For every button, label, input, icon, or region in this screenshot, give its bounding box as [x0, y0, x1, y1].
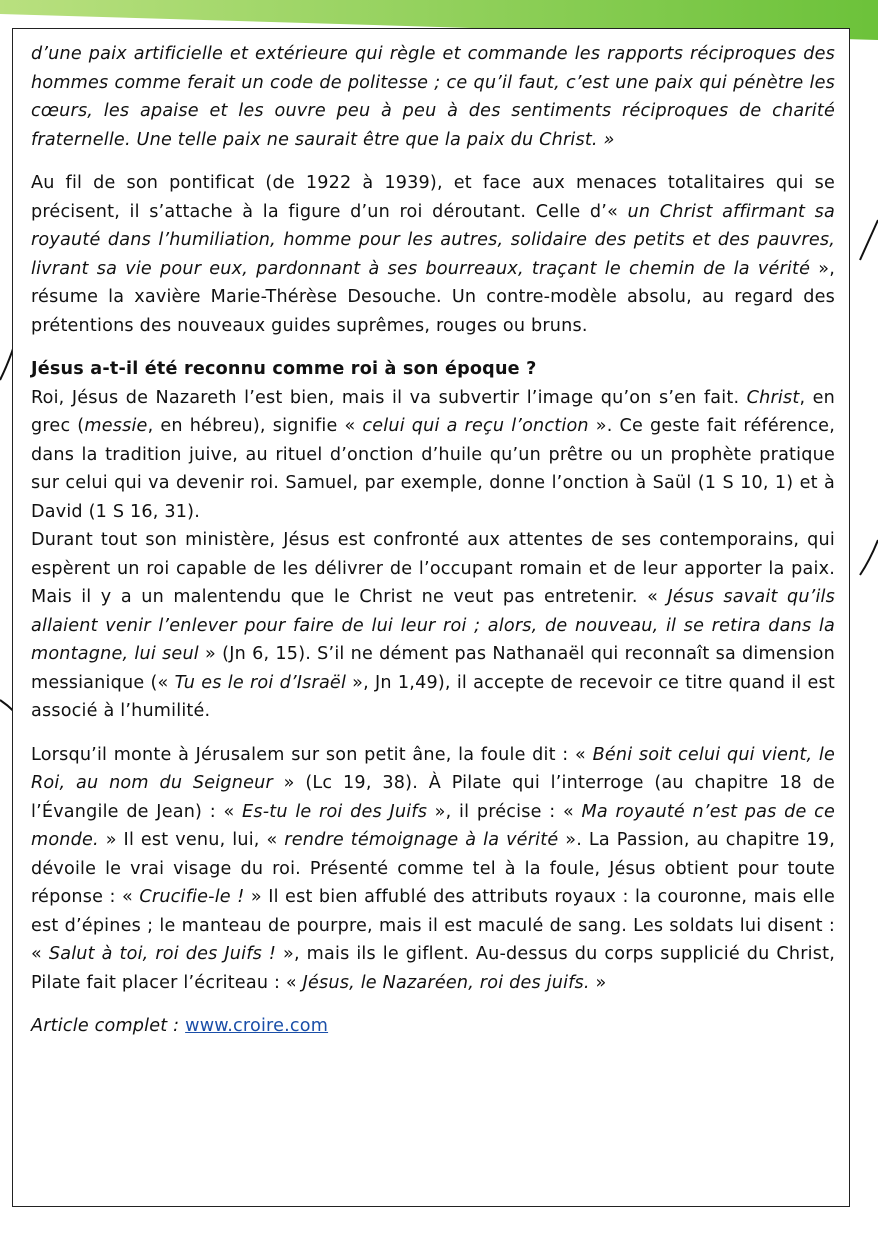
section-heading: Jésus a-t-il été reconnu comme roi à son époque ? — [31, 359, 537, 379]
paragraph-2: Au fil de son pontificat (de 1922 à 1939), et face aux menaces totalitaires qui se précisent, il s’attache à la figure d’un roi déroutant. Celle d’« un Christ affirmant sa royauté dans l’humiliation, homme pour les autres, solidaire des petits et des pauvres, livrant sa vie pour eux, pardonnant à ses bourreaux, traçant le chemin de la vérité », résume la xavière Marie-Thérèse Desouche. Un contre-modèle absolu, au regard des prétentions des nouveaux guides suprêmes, rouges ou bruns. — [31, 173, 835, 336]
paragraph-5: Lorsqu’il monte à Jérusalem sur son petit âne, la foule dit : « Béni soit celui qui vient, le Roi, au nom du Seigneur » (Lc 19, 38). À Pilate qui l’interroge (au chapitre 18 de l’Évangile de Jean) : « Es-tu le roi des Juifs », il précise : « Ma royauté n’est pas de ce monde. » Il est venu, lui, « rendre témoignage à la vérité ». La Passion, au chapitre 19, dévoile le vrai visage du roi. Présenté comme tel à la foule, Jésus obtient pour toute réponse : « Crucifie-le ! » Il est bien affublé des attributs royaux : la couronne, mais elle est d’épines ; le manteau de pourpre, mais il est maculé de sang. Les soldats lui disent : « Salut à toi, roi des Juifs ! », mais ils le giflent. Au-dessus du corps supplicié du Christ, Pilate fait placer l’écriteau : « Jésus, le Nazaréen, roi des juifs. » — [31, 744, 835, 993]
footer-line — [31, 1012, 835, 1041]
article-body — [31, 40, 835, 1041]
paragraph-4: Durant tout son ministère, Jésus est confronté aux attentes de ses contemporains, qui espèrent un roi capable de les délivrer de l’occupant romain et de leur apporter la paix. Mais il y a un malentendu que le Christ ne veut pas entretenir. « Jésus savait qu’ils allaient venir l’enlever pour faire de lui leur roi ; alors, de nouveau, il se retira dans la montagne, lui seul » (Jn 6, 15). S’il ne dément pas Nathanaël qui reconnaît sa dimension messianique (« Tu es le roi d’Israël », Jn 1,49), il accepte de recevoir ce titre quand il est associé à l’humilité. — [31, 530, 836, 721]
paragraph-1: d’une paix artificielle et extérieure qui règle et commande les rapports réciproques des hommes comme ferait un code de politesse ; ce qu’il faut, c’est une paix qui pénètre les cœurs, les apaise et les ouvre peu à peu à des sentiments réciproques de charité fraternelle. Une telle paix ne saurait être que la paix du Christ. » — [31, 44, 835, 150]
paragraph-3: Roi, Jésus de Nazareth l’est bien, mais il va subvertir l’image qu’on s’en fait. Christ, en grec (messie, en hébreu), signifie « celui qui a reçu l’onction ». Ce geste fait référence, dans la tradition juive, au rituel d’onction d’huile qu’un prêtre ou un prophète pratique sur celui qui va devenir roi. Samuel, par exemple, donne l’onction à Saül (1 S 10, 1) et à David (1 S 16, 31). — [31, 387, 836, 522]
article-link[interactable]: www.croire.com — [185, 1016, 329, 1036]
right-arc — [860, 220, 878, 575]
footer-label: Article complet : — [31, 1016, 186, 1036]
